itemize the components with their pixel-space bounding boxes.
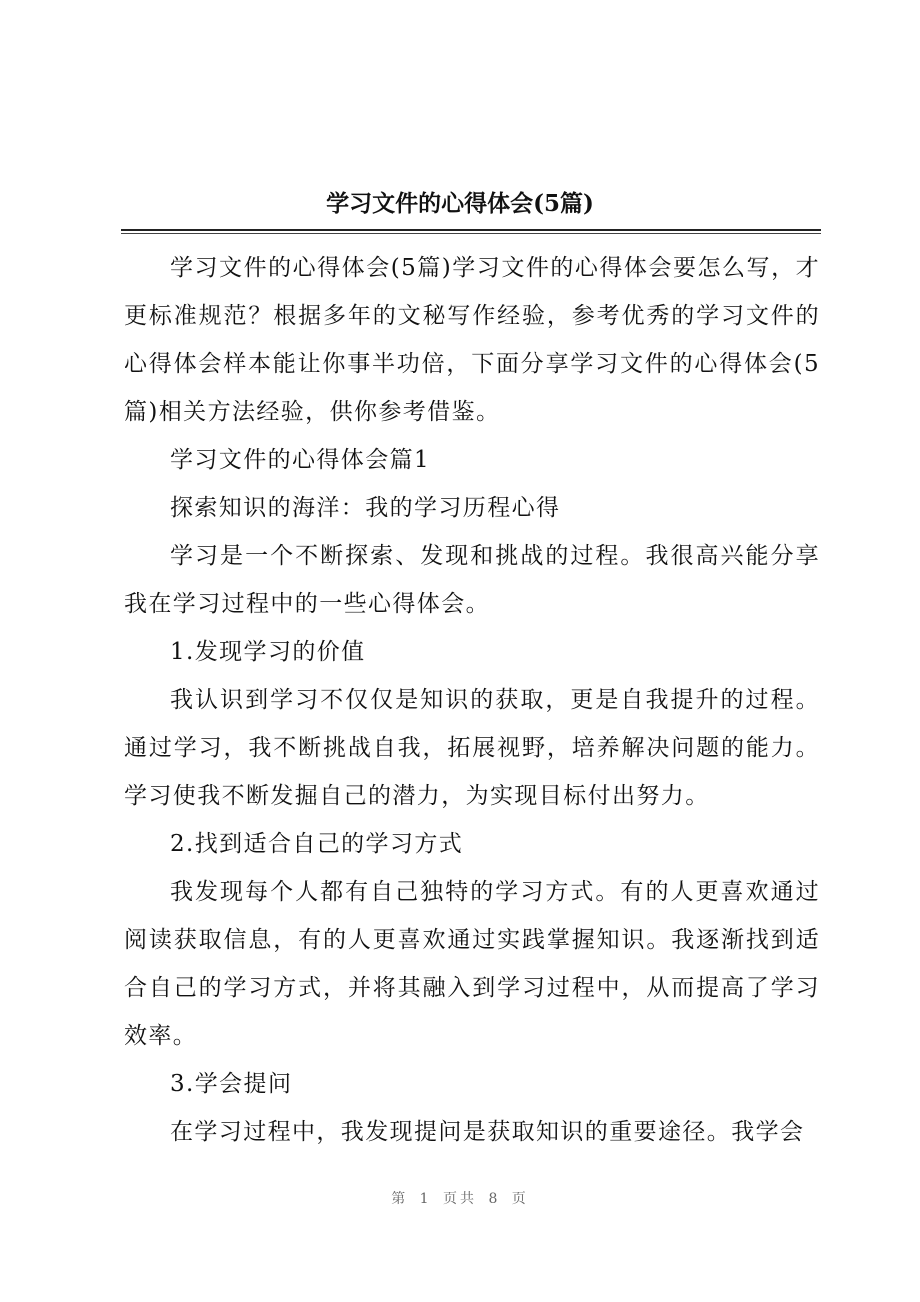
document-body [124, 244, 820, 1156]
body-paragraph: 在学习过程中，我发现提问是获取知识的重要途径。我学会 [170, 1119, 805, 1145]
title-underline-thin [121, 233, 821, 234]
document-title: 学习文件的心得体会(5篇) [326, 190, 594, 217]
section-heading-1: 学习文件的心得体会篇1 [170, 447, 431, 473]
intro-paragraph: 学习文件的心得体会(5篇)学习文件的心得体会要怎么写，才更标准规范？根据多年的文秘写作经验，参考优秀的学习文件的心得体会样本能让你事半功倍，下面分享学习文件的心得体会(5篇)相关方法经验，供你参考借鉴。 [124, 255, 820, 425]
body-paragraph: 我发现每个人都有自己独特的学习方式。有的人更喜欢通过阅读获取信息，有的人更喜欢通过实践掌握知识。我逐渐找到适合自己的学习方式，并将其融入到学习过程中，从而提高了学习效率。 [124, 879, 820, 1049]
point-heading-1: 1.发现学习的价值 [170, 639, 366, 665]
page-footer: 第 1 页共 8 页 [391, 1191, 529, 1207]
body-paragraph: 我认识到学习不仅仅是知识的获取，更是自我提升的过程。通过学习，我不断挑战自我，拓展视野，培养解决问题的能力。学习使我不断发掘自己的潜力，为实现目标付出努力。 [124, 687, 820, 809]
title-underline [121, 229, 821, 235]
point-heading-3: 3.学会提问 [170, 1071, 293, 1097]
point-heading-2: 2.找到适合自己的学习方式 [170, 831, 464, 857]
title-underline-thick [121, 229, 821, 231]
essay-subtitle: 探索知识的海洋：我的学习历程心得 [170, 495, 561, 521]
body-paragraph: 学习是一个不断探索、发现和挑战的过程。我很高兴能分享我在学习过程中的一些心得体会。 [124, 543, 820, 617]
